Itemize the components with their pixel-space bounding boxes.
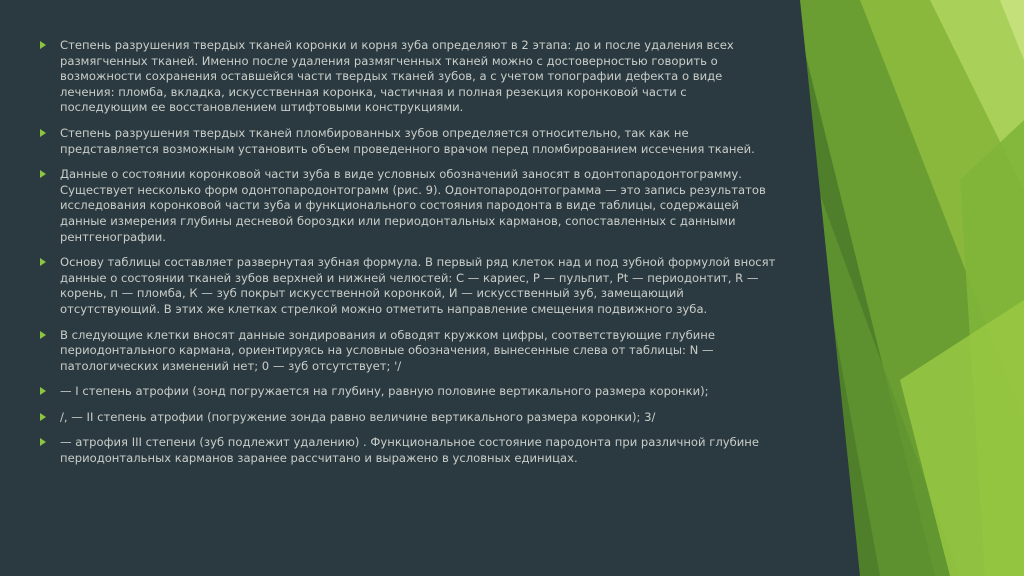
list-item-text: — атрофия III степени (зуб подлежит удалению) . Функциональное состояние пародонта при различной глубине периодонтальных карманов заранее рассчитано и выражено в условных единицах. bbox=[60, 435, 759, 466]
list-item-text: Основу таблицы составляет развернутая зубная формула. В первый ряд клеток над и под зубной формулой вносят данные о состоянии тканей зубов верхней и нижней челюстей: С — кариес, Р — пульпит, Pt — периодонтит, R — корень, п — пломба, К — зуб покрыт искусственной коронкой, И — искусственный зуб, замещающий отсутствующий. В этих же клетках стрелкой можно отметить направление смещения подвижного зуба. bbox=[60, 255, 776, 316]
triangle-bullet-icon bbox=[40, 387, 46, 395]
triangle-bullet-icon bbox=[40, 438, 46, 446]
list-item bbox=[38, 255, 776, 317]
triangle-bullet-icon bbox=[40, 331, 46, 339]
list-item bbox=[38, 384, 776, 400]
list-item-text: /, — II степень атрофии (погружение зонда равно величине вертикального размера коронки); 3/ bbox=[60, 409, 656, 424]
list-item-text: — I степень атрофии (зонд погружается на глубину, равную половине вертикального размера коронки); bbox=[60, 384, 709, 399]
bullet-list bbox=[38, 38, 776, 477]
list-item bbox=[38, 126, 776, 157]
list-item bbox=[38, 328, 776, 375]
list-item-text: Степень разрушения твердых тканей пломбированных зубов определяется относительно, так как не представляется возможным установить объем проведенного врачом перед пломбированием иссечения тканей. bbox=[60, 125, 755, 156]
list-item-text: Степень разрушения твердых тканей коронки и корня зуба определяют в 2 этапа: до и после удаления всех размягченных тканей. Именно после удаления размягченных тканей можно с достоверностью говорить о возможности сохранения оставшейся части твердых тканей зубов, а с учетом топографии дефекта о виде лечения: пломба, вкладка, искусственная коронка, частичная и полная резекция коронковой части с последующим ее восстановлением штифтовыми конструкциями. bbox=[60, 38, 734, 115]
triangle-bullet-icon bbox=[40, 129, 46, 137]
triangle-bullet-icon bbox=[40, 413, 46, 421]
list-item bbox=[38, 167, 776, 245]
triangle-bullet-icon bbox=[40, 41, 46, 49]
list-item-text: Данные о состоянии коронковой части зуба в виде условных обозначений заносят в одонтопародонтограмму. Существует несколько форм одонтопародонтограмм (рис. 9). Одонтопародонтограмма — это запись результатов исследования коронковой части зуба и функционального состояния пародонта в виде таблицы, содержащей данные измерения глубины десневой бороздки или периодонтальных карманов, сопоставленных с данными рентгенографии. bbox=[60, 167, 766, 244]
list-item bbox=[38, 410, 776, 426]
list-item bbox=[38, 435, 776, 466]
list-item bbox=[38, 38, 776, 116]
triangle-bullet-icon bbox=[40, 170, 46, 178]
triangle-bullet-icon bbox=[40, 258, 46, 266]
list-item-text: В следующие клетки вносят данные зондирования и обводят кружком цифры, соответствующие глубине периодонтального кармана, ориентируясь на условные обозначения, вынесенные слева от таблицы: N — патологических изменений нет; 0 — зуб отсутствует; '/ bbox=[60, 327, 715, 373]
